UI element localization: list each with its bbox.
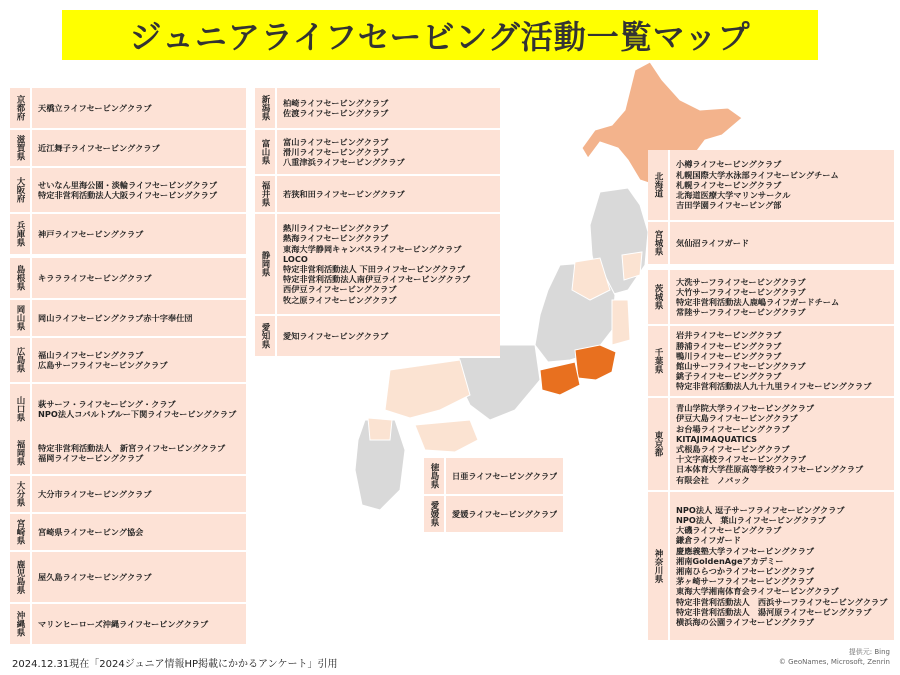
club-name: 宮崎県ライフセービング協会: [38, 526, 144, 537]
prefecture-row: [424, 496, 558, 534]
prefecture-label: 新潟県: [255, 88, 277, 128]
prefecture-label: 千葉県: [648, 326, 670, 396]
club-list: [32, 338, 246, 382]
club-name: 気仙沼ライフガード: [676, 237, 750, 248]
prefecture-row: [10, 552, 246, 604]
prefecture-label: 大阪府: [10, 168, 32, 212]
prefecture-label: 鹿児島県: [10, 552, 32, 602]
club-list: [670, 326, 894, 396]
club-name: NPO法人 逗子サーフライフセービングクラブ: [676, 504, 845, 515]
club-name: 東海大学湘南体育会ライフセービングクラブ: [676, 586, 839, 597]
club-name: 岩井ライフセービングクラブ: [676, 330, 782, 341]
prefecture-row: [10, 300, 246, 338]
club-name: キララライフセービングクラブ: [38, 272, 152, 283]
map-credit: [779, 647, 890, 667]
prefecture-label: 富山県: [255, 130, 277, 174]
prefecture-row: [10, 214, 246, 256]
club-name: 大磯ライフセービングクラブ: [676, 525, 782, 536]
club-list: [32, 258, 246, 298]
map-credit-copyright: © GeoNames, Microsoft, Zenrin: [778, 658, 890, 666]
club-name: 西伊豆ライフセービングクラブ: [283, 284, 397, 295]
club-name: 館山サーフライフセービングクラブ: [676, 361, 806, 371]
club-name: 特定非営利活動法人 新宮ライフセービングクラブ: [38, 442, 226, 453]
club-name: せいなん里海公園・淡輪ライフセービングクラブ: [38, 179, 218, 190]
prefecture-row: [10, 432, 246, 476]
club-name: 湘南ひらつかライフセービングクラブ: [676, 566, 815, 576]
prefecture-label: 大分県: [10, 476, 32, 512]
club-name: NPO法人 葉山ライフセービングクラブ: [676, 514, 826, 525]
club-list: [32, 130, 246, 166]
page-title: ジュニアライフセービング活動一覧マップ: [129, 18, 751, 56]
prefecture-label: 愛知県: [255, 316, 277, 356]
club-name: 特定非営利活動法人 湯河原ライフセービングクラブ: [676, 606, 872, 617]
club-name: 札幌国際大学水泳部ライフセービングチーム: [676, 169, 839, 180]
prefecture-label: 茨城県: [648, 270, 670, 324]
prefecture-row: [255, 130, 500, 176]
club-name: 湘南GoldenAgeアカデミー: [676, 555, 784, 566]
club-name: 銚子ライフセービングクラブ: [676, 371, 782, 382]
club-name: マリンヒーローズ沖縄ライフセービングクラブ: [38, 618, 209, 629]
prefecture-row: [10, 130, 246, 168]
club-name: 常陸サーフライフセービングクラブ: [676, 307, 806, 318]
club-name: 特定非営利活動法人 西浜サーフライフセービングクラブ: [676, 596, 888, 607]
prefecture-row: [255, 214, 500, 316]
panel-chubu: [255, 88, 500, 358]
club-name: 鎌倉ライフガード: [676, 535, 741, 546]
map-region-shikoku: [415, 420, 478, 452]
prefecture-label: 北海道: [648, 150, 670, 220]
prefecture-label: 沖縄県: [10, 604, 32, 644]
club-name: 横浜海の公園ライフセービングクラブ: [676, 617, 815, 628]
panel-hokkaido-tohoku: [648, 150, 894, 266]
prefecture-label: 東京都: [648, 398, 670, 490]
prefecture-row: [10, 604, 246, 646]
panel-kanto: [648, 270, 894, 642]
club-name: 富山ライフセービングクラブ: [283, 136, 389, 147]
prefecture-row: [10, 258, 246, 300]
map-region-shizuoka: [540, 362, 580, 395]
club-name: 福山ライフセービングクラブ: [38, 349, 144, 360]
club-name: 日本体育大学荏原高等学校ライフセービングクラブ: [676, 464, 864, 475]
club-name: 若狭和田ライフセービングクラブ: [283, 188, 405, 199]
prefecture-row: [10, 514, 246, 552]
club-name: 特定非営利活動法人 下田ライフセービングクラブ: [283, 264, 465, 274]
club-list: [670, 492, 894, 640]
club-name: 十文字高校ライフセービングクラブ: [676, 454, 806, 465]
club-name: 熱川ライフセービングクラブ: [283, 223, 389, 234]
prefecture-label: 愛媛県: [424, 496, 446, 532]
prefecture-label: 静岡県: [255, 214, 277, 314]
club-name: 牧之原ライフセービングクラブ: [283, 294, 397, 305]
prefecture-label: 広島県: [10, 338, 32, 382]
club-name: 慶應義塾大学ライフセービングクラブ: [676, 545, 815, 556]
prefecture-label: 徳島県: [424, 458, 446, 494]
club-name: 北海道医療大学マリンサークル: [676, 190, 791, 201]
prefecture-row: [648, 398, 894, 492]
club-list: [32, 432, 246, 474]
club-list: [32, 552, 246, 602]
prefecture-label: 福岡県: [10, 432, 32, 474]
prefecture-label: 神奈川県: [648, 492, 670, 640]
prefecture-row: [255, 88, 500, 130]
panel-kansai: [10, 88, 246, 256]
club-list: [277, 130, 500, 174]
prefecture-label: 山口県: [10, 384, 32, 434]
club-name: 吉田学園ライフセービング部: [676, 200, 782, 211]
club-list: [277, 214, 500, 314]
club-name: 特定非営利活動法人大阪ライフセービングクラブ: [38, 190, 218, 200]
map-region-ibaraki: [612, 300, 630, 345]
club-name: 大竹サーフライフセービングクラブ: [676, 286, 806, 297]
prefecture-row: [10, 338, 246, 384]
prefecture-label: 宮城県: [648, 222, 670, 264]
map-region-tokyo-chiba-kanagawa: [575, 345, 616, 380]
prefecture-label: 岡山県: [10, 300, 32, 336]
club-name: 熱海ライフセービングクラブ: [283, 233, 389, 244]
club-name: LOCO: [283, 253, 308, 264]
club-list: [32, 88, 246, 128]
club-name: 東海大学静岡キャンパスライフセービングクラブ: [283, 243, 462, 254]
club-name: 札幌ライフセービングクラブ: [676, 179, 782, 190]
club-list: [32, 168, 246, 212]
prefecture-row: [255, 316, 500, 358]
prefecture-label: 兵庫県: [10, 214, 32, 254]
map-region-chugoku: [385, 360, 470, 418]
club-name: NPO法人コバルトブルー下関ライフセービングクラブ: [38, 409, 237, 419]
title-banner: [62, 10, 818, 60]
club-list: [446, 458, 563, 494]
prefecture-row: [648, 270, 894, 326]
prefecture-row: [10, 168, 246, 214]
club-name: 佐渡ライフセービングクラブ: [283, 108, 389, 118]
prefecture-label: 福井県: [255, 176, 277, 212]
prefecture-row: [424, 458, 558, 496]
club-name: 伊豆大島ライフセービングクラブ: [676, 413, 798, 424]
club-name: 特定非営利活動法人南伊豆ライフセービングクラブ: [283, 274, 471, 285]
club-name: KITAJIMAQUATICS: [676, 433, 757, 444]
panel-chugoku: [10, 258, 246, 436]
club-name: 福岡ライフセービングクラブ: [38, 453, 144, 463]
club-name: 柏崎ライフセービングクラブ: [283, 97, 389, 108]
club-name: 茅ヶ崎サーフライフセービングクラブ: [676, 576, 814, 587]
club-name: 広島サーフライフセービングクラブ: [38, 360, 168, 370]
club-name: 特定非営利活動法人鹿嶋ライフガードチーム: [676, 297, 840, 307]
club-name: 神戸ライフセービングクラブ: [38, 228, 144, 239]
club-list: [277, 176, 500, 212]
panel-kyushu: [10, 432, 246, 646]
map-region-fukuoka: [368, 418, 392, 440]
prefecture-row: [648, 326, 894, 398]
prefecture-row: [10, 476, 246, 514]
prefecture-label: 滋賀県: [10, 130, 32, 166]
club-list: [32, 514, 246, 550]
prefecture-label: 京都府: [10, 88, 32, 128]
prefecture-row: [255, 176, 500, 214]
prefecture-label: 宮崎県: [10, 514, 32, 550]
club-name: 特定非営利活動法人九十九里ライフセービングクラブ: [676, 381, 872, 392]
club-name: 八重津浜ライフセービングクラブ: [283, 157, 405, 168]
club-list: [670, 222, 894, 264]
map-region-miyagi: [622, 252, 642, 280]
club-name: 日亜ライフセービングクラブ: [452, 470, 558, 481]
prefecture-label: 島根県: [10, 258, 32, 298]
club-name: 屋久島ライフセービングクラブ: [38, 571, 152, 582]
club-list: [670, 270, 894, 324]
club-name: 式根島ライフセービングクラブ: [676, 444, 790, 454]
club-name: 愛知ライフセービングクラブ: [283, 330, 389, 341]
prefecture-row: [648, 492, 894, 642]
club-name: 勝浦ライフセービングクラブ: [676, 340, 782, 351]
prefecture-row: [648, 150, 894, 222]
club-name: 滑川ライフセービングクラブ: [283, 146, 389, 157]
club-name: 近江舞子ライフセービングクラブ: [38, 142, 160, 153]
club-list: [446, 496, 563, 532]
prefecture-row: [10, 384, 246, 436]
club-name: お台場ライフセービングクラブ: [676, 423, 790, 434]
source-footnote: 2024.12.31現在「2024ジュニア情報HP掲載にかかるアンケート」引用: [12, 659, 338, 670]
club-name: 小樽ライフセービングクラブ: [676, 159, 782, 170]
club-list: [277, 88, 500, 128]
club-list: [32, 604, 246, 644]
club-list: [277, 316, 500, 356]
club-name: 青山学院大学ライフセービングクラブ: [676, 403, 815, 414]
club-list: [670, 398, 894, 490]
club-name: 大洗サーフライフセービングクラブ: [676, 276, 806, 287]
club-name: 有限会社 ノバック: [676, 474, 750, 485]
club-name: 鴨川ライフセービングクラブ: [676, 350, 782, 361]
prefecture-row: [648, 222, 894, 266]
club-name: 大分市ライフセービングクラブ: [38, 488, 152, 499]
club-list: [670, 150, 894, 220]
map-credit-provider: 提供元: Bing: [848, 648, 890, 656]
prefecture-row: [10, 88, 246, 130]
club-name: 愛媛ライフセービングクラブ: [452, 508, 558, 519]
club-name: 天橋立ライフセービングクラブ: [38, 102, 152, 113]
club-list: [32, 300, 246, 336]
club-list: [32, 214, 246, 254]
club-name: 萩サーフ・ライフセービング・クラブ: [38, 398, 176, 409]
club-list: [32, 384, 246, 434]
panel-shikoku: [424, 458, 558, 534]
club-name: 岡山ライフセービングクラブ赤十字奉仕団: [38, 312, 193, 323]
club-list: [32, 476, 246, 512]
